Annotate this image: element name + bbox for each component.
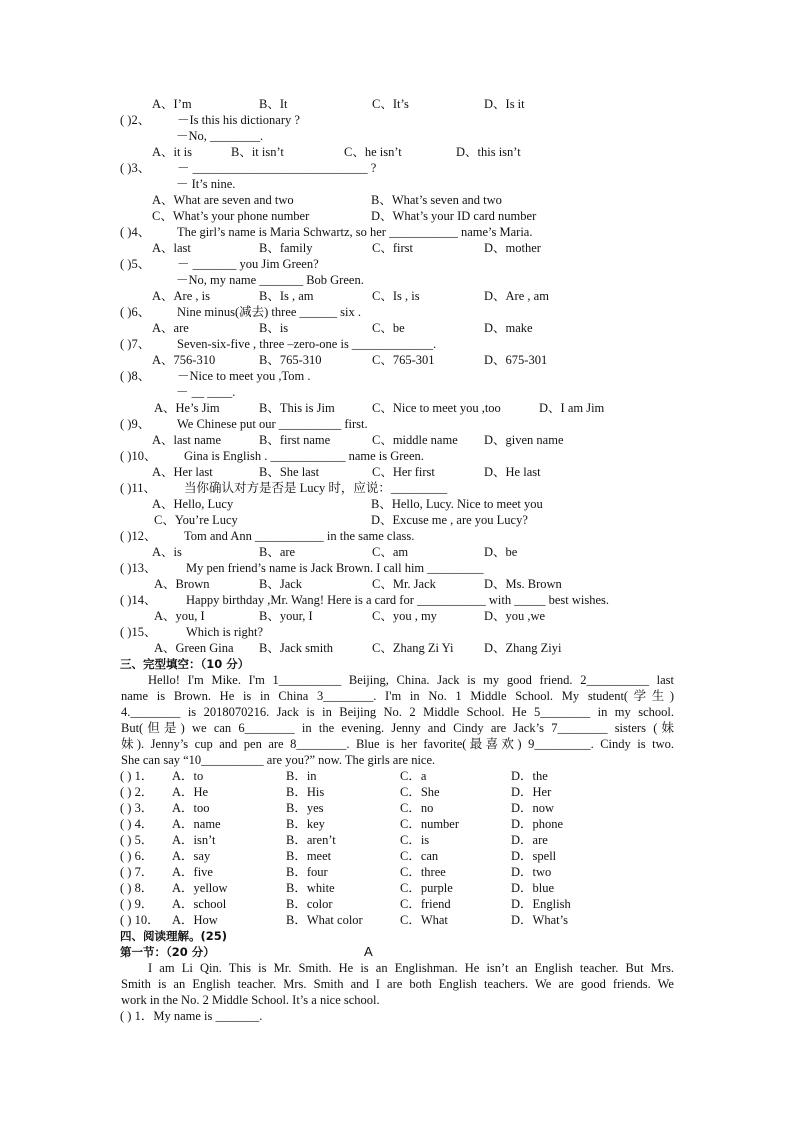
cloze-line-6: She can say “10__________ are you?” now. The girls are nice. [121, 753, 436, 767]
option-a: A．yellow [172, 881, 228, 895]
option-b: B、This is Jim [259, 401, 335, 415]
option-b: B、are [259, 545, 296, 559]
cloze-heading: 三、完型填空：（10 分） [120, 657, 250, 671]
option-b: B、Is , am [259, 289, 314, 303]
option-d: D．Her [511, 785, 552, 799]
option-a: A、last name [152, 433, 222, 447]
option-b: B、Jack smith [259, 641, 333, 655]
option-b: B、She last [259, 465, 320, 479]
option-c: C．three [400, 865, 446, 879]
option-d: D．phone [511, 817, 564, 831]
option-d: D、Excuse me , are you Lucy? [371, 513, 528, 527]
q13-stem: My pen friend’s name is Jack Brown. I call him _________ [186, 561, 484, 575]
option-a: A、Are , is [152, 289, 210, 303]
option-b: B、Jack [259, 577, 303, 591]
option-a: A、Brown [154, 577, 210, 591]
option-b: B．aren’t [286, 833, 336, 847]
reading-line-1: I am Li Qin. This is Mr. Smith. He is an Englishman. He isn’t an English teacher. But Mrs. [148, 961, 674, 975]
reading-heading: 四、阅读理解。(25) [120, 929, 228, 943]
option-a: A、I’m [152, 97, 192, 111]
option-b: B．four [286, 865, 328, 879]
item-number: ( ) 2． [120, 785, 154, 799]
option-d: D、Ms. Brown [484, 577, 562, 591]
cloze-line-1: Hello! I'm Mike. I'm 1__________ Beijing, China. Jack is my good friend. 2__________ last [148, 673, 674, 687]
cloze-line-2: name is Brown. He is in China 3________. I'm in No. 1 Middle School. My student(学生) [121, 689, 674, 703]
option-c: C、You’re Lucy [154, 513, 238, 527]
option-a: A、last [152, 241, 191, 255]
option-d: D．two [511, 865, 552, 879]
option-a: A．name [172, 817, 221, 831]
option-b: B．What color [286, 913, 363, 927]
option-b: B．meet [286, 849, 332, 863]
option-d: D．English [511, 897, 571, 911]
option-c: C、you , my [372, 609, 437, 623]
option-d: D、Zhang Ziyi [484, 641, 562, 655]
option-c: C、What’s your phone number [152, 209, 310, 223]
option-c: C．is [400, 833, 430, 847]
option-d: D、given name [484, 433, 564, 447]
reading-subheading: 第一节：（20 分） [120, 945, 215, 959]
q8-stem: －Nice to meet you ,Tom . [177, 369, 311, 383]
option-a: A、He’s Jim [154, 401, 220, 415]
q3-answer-line: － It’s nine. [176, 177, 236, 191]
option-b: B、family [259, 241, 313, 255]
option-c: C、765-301 [372, 353, 435, 367]
cloze-line-5: 妹). Jenny’s cup and pen are 8________. Blue is her favorite(最喜欢) 9_________. Cindy is two. [121, 737, 674, 751]
option-d: D、He last [484, 465, 541, 479]
option-d: D、675-301 [484, 353, 548, 367]
option-c: C．can [400, 849, 439, 863]
option-b: B．His [286, 785, 325, 799]
option-b: B．key [286, 817, 325, 831]
q2-stem: －Is this his dictionary ? [177, 113, 300, 127]
option-c: C．What [400, 913, 448, 927]
option-a: A、Green Gina [154, 641, 234, 655]
q2-number: ( )2、 [120, 113, 151, 127]
option-d: D、make [484, 321, 533, 335]
q12-stem: Tom and Ann ___________ in the same class. [184, 529, 415, 543]
cloze-line-4: But(但是) we can 6________ in the evening. Jenny and Cindy are Jack’s 7________ sisters (妹 [121, 721, 674, 735]
item-number: ( ) 7． [120, 865, 154, 879]
option-a: A、it is [152, 145, 192, 159]
q11-number: ( )11、 [120, 481, 156, 495]
option-d: D．now [511, 801, 555, 815]
option-a: A．How [172, 913, 218, 927]
option-b: B、What’s seven and two [371, 193, 502, 207]
option-c: C．a [400, 769, 427, 783]
option-a: A、756-310 [152, 353, 216, 367]
q4-stem: The girl’s name is Maria Schwartz, so her ___________ name’s Maria. [177, 225, 533, 239]
q9-number: ( )9、 [120, 417, 151, 431]
option-c: C、Her first [372, 465, 435, 479]
option-b: B．yes [286, 801, 324, 815]
option-b: B．in [286, 769, 317, 783]
q3-stem: － ____________________________ ? [177, 161, 377, 175]
item-number: ( ) 5． [120, 833, 154, 847]
option-a: A、Hello, Lucy [152, 497, 234, 511]
q11-stem: 当你确认对方是否是 Lucy 时，应说：_________ [184, 481, 448, 495]
option-a: A．five [172, 865, 213, 879]
q3-number: ( )3、 [120, 161, 151, 175]
option-c: C、Is , is [372, 289, 420, 303]
option-c: C．no [400, 801, 434, 815]
option-c: C、Zhang Zi Yi [372, 641, 454, 655]
option-a: A、What are seven and two [152, 193, 294, 207]
option-d: D、this isn’t [456, 145, 521, 159]
option-b: B、is [259, 321, 289, 335]
option-b: B、It [259, 97, 288, 111]
item-number: ( ) 1． [120, 769, 154, 783]
option-c: C、Mr. Jack [372, 577, 436, 591]
reading-q1: ( ) 1．My name is _______. [120, 1009, 263, 1023]
option-c: C、It’s [372, 97, 409, 111]
q13-number: ( )13、 [120, 561, 157, 575]
option-c: C、am [372, 545, 409, 559]
option-a: A、is [152, 545, 182, 559]
q4-number: ( )4、 [120, 225, 151, 239]
option-b: B、first name [259, 433, 331, 447]
option-d: D、mother [484, 241, 541, 255]
option-d: D、What’s your ID card number [371, 209, 537, 223]
q7-stem: Seven-six-five , three –zero-one is _____________. [177, 337, 437, 351]
item-number: ( ) 8． [120, 881, 154, 895]
q6-number: ( )6、 [120, 305, 151, 319]
q15-number: ( )15、 [120, 625, 157, 639]
option-c: C．friend [400, 897, 451, 911]
option-b: B、Hello, Lucy. Nice to meet you [371, 497, 543, 511]
q14-stem: Happy birthday ,Mr. Wang! Here is a card for ___________ with _____ best wishes. [186, 593, 609, 607]
option-d: D、Is it [484, 97, 525, 111]
option-a: A、Her last [152, 465, 213, 479]
reading-line-2: Smith is an English teacher. Mrs. Smith and I are both English teachers. We are good friends. We [121, 977, 674, 991]
option-d: D、Are , am [484, 289, 549, 303]
q8-answer-line: － __ ____. [176, 385, 236, 399]
item-number: ( ) 9． [120, 897, 154, 911]
item-number: ( ) 10． [120, 913, 160, 927]
option-a: A．He [172, 785, 209, 799]
q10-stem: Gina is English . ____________ name is Green. [184, 449, 424, 463]
option-a: A．school [172, 897, 227, 911]
option-a: A．too [172, 801, 210, 815]
option-b: B、your, I [259, 609, 313, 623]
option-b: B、765-310 [259, 353, 322, 367]
option-d: D、you ,we [484, 609, 546, 623]
item-number: ( ) 3． [120, 801, 154, 815]
passage-label: A [364, 944, 373, 959]
q12-number: ( )12、 [120, 529, 157, 543]
q5-number: ( )5、 [120, 257, 151, 271]
option-a: A、you, I [154, 609, 205, 623]
option-b: B．color [286, 897, 333, 911]
q15-stem: Which is right? [186, 625, 264, 639]
q7-number: ( )7、 [120, 337, 151, 351]
q5-answer-line: －No, my name _______ Bob Green. [176, 273, 364, 287]
q8-number: ( )8、 [120, 369, 151, 383]
option-a: A．say [172, 849, 211, 863]
option-d: D．are [511, 833, 548, 847]
option-c: C．number [400, 817, 460, 831]
option-d: D．blue [511, 881, 555, 895]
q6-stem: Nine minus(减去) three ______ six . [177, 305, 362, 319]
option-c: C．She [400, 785, 440, 799]
option-c: C、first [372, 241, 413, 255]
item-number: ( ) 6． [120, 849, 154, 863]
option-d: D．the [511, 769, 548, 783]
option-d: D．spell [511, 849, 557, 863]
option-a: A．to [172, 769, 204, 783]
option-b: B．white [286, 881, 335, 895]
reading-line-3: work in the No. 2 Middle School. It’s a nice school. [121, 993, 380, 1007]
q14-number: ( )14、 [120, 593, 157, 607]
option-c: C、he isn’t [344, 145, 402, 159]
option-b: B、it isn’t [231, 145, 284, 159]
option-c: C、middle name [372, 433, 458, 447]
q5-stem: － _______ you Jim Green? [177, 257, 319, 271]
option-a: A．isn’t [172, 833, 216, 847]
option-d: D、be [484, 545, 518, 559]
q9-stem: We Chinese put our __________ first. [177, 417, 368, 431]
option-d: D．What’s [511, 913, 568, 927]
q2-answer-line: －No, ________. [176, 129, 264, 143]
option-d: D、I am Jim [539, 401, 605, 415]
option-c: C．purple [400, 881, 453, 895]
option-c: C、Nice to meet you ,too [372, 401, 501, 415]
item-number: ( ) 4． [120, 817, 154, 831]
option-a: A、are [152, 321, 189, 335]
q10-number: ( )10、 [120, 449, 157, 463]
option-c: C、be [372, 321, 405, 335]
cloze-line-3: 4.________ is 2018070216. Jack is in Beijing No. 2 Middle School. He 5________ in my school. [121, 705, 674, 719]
